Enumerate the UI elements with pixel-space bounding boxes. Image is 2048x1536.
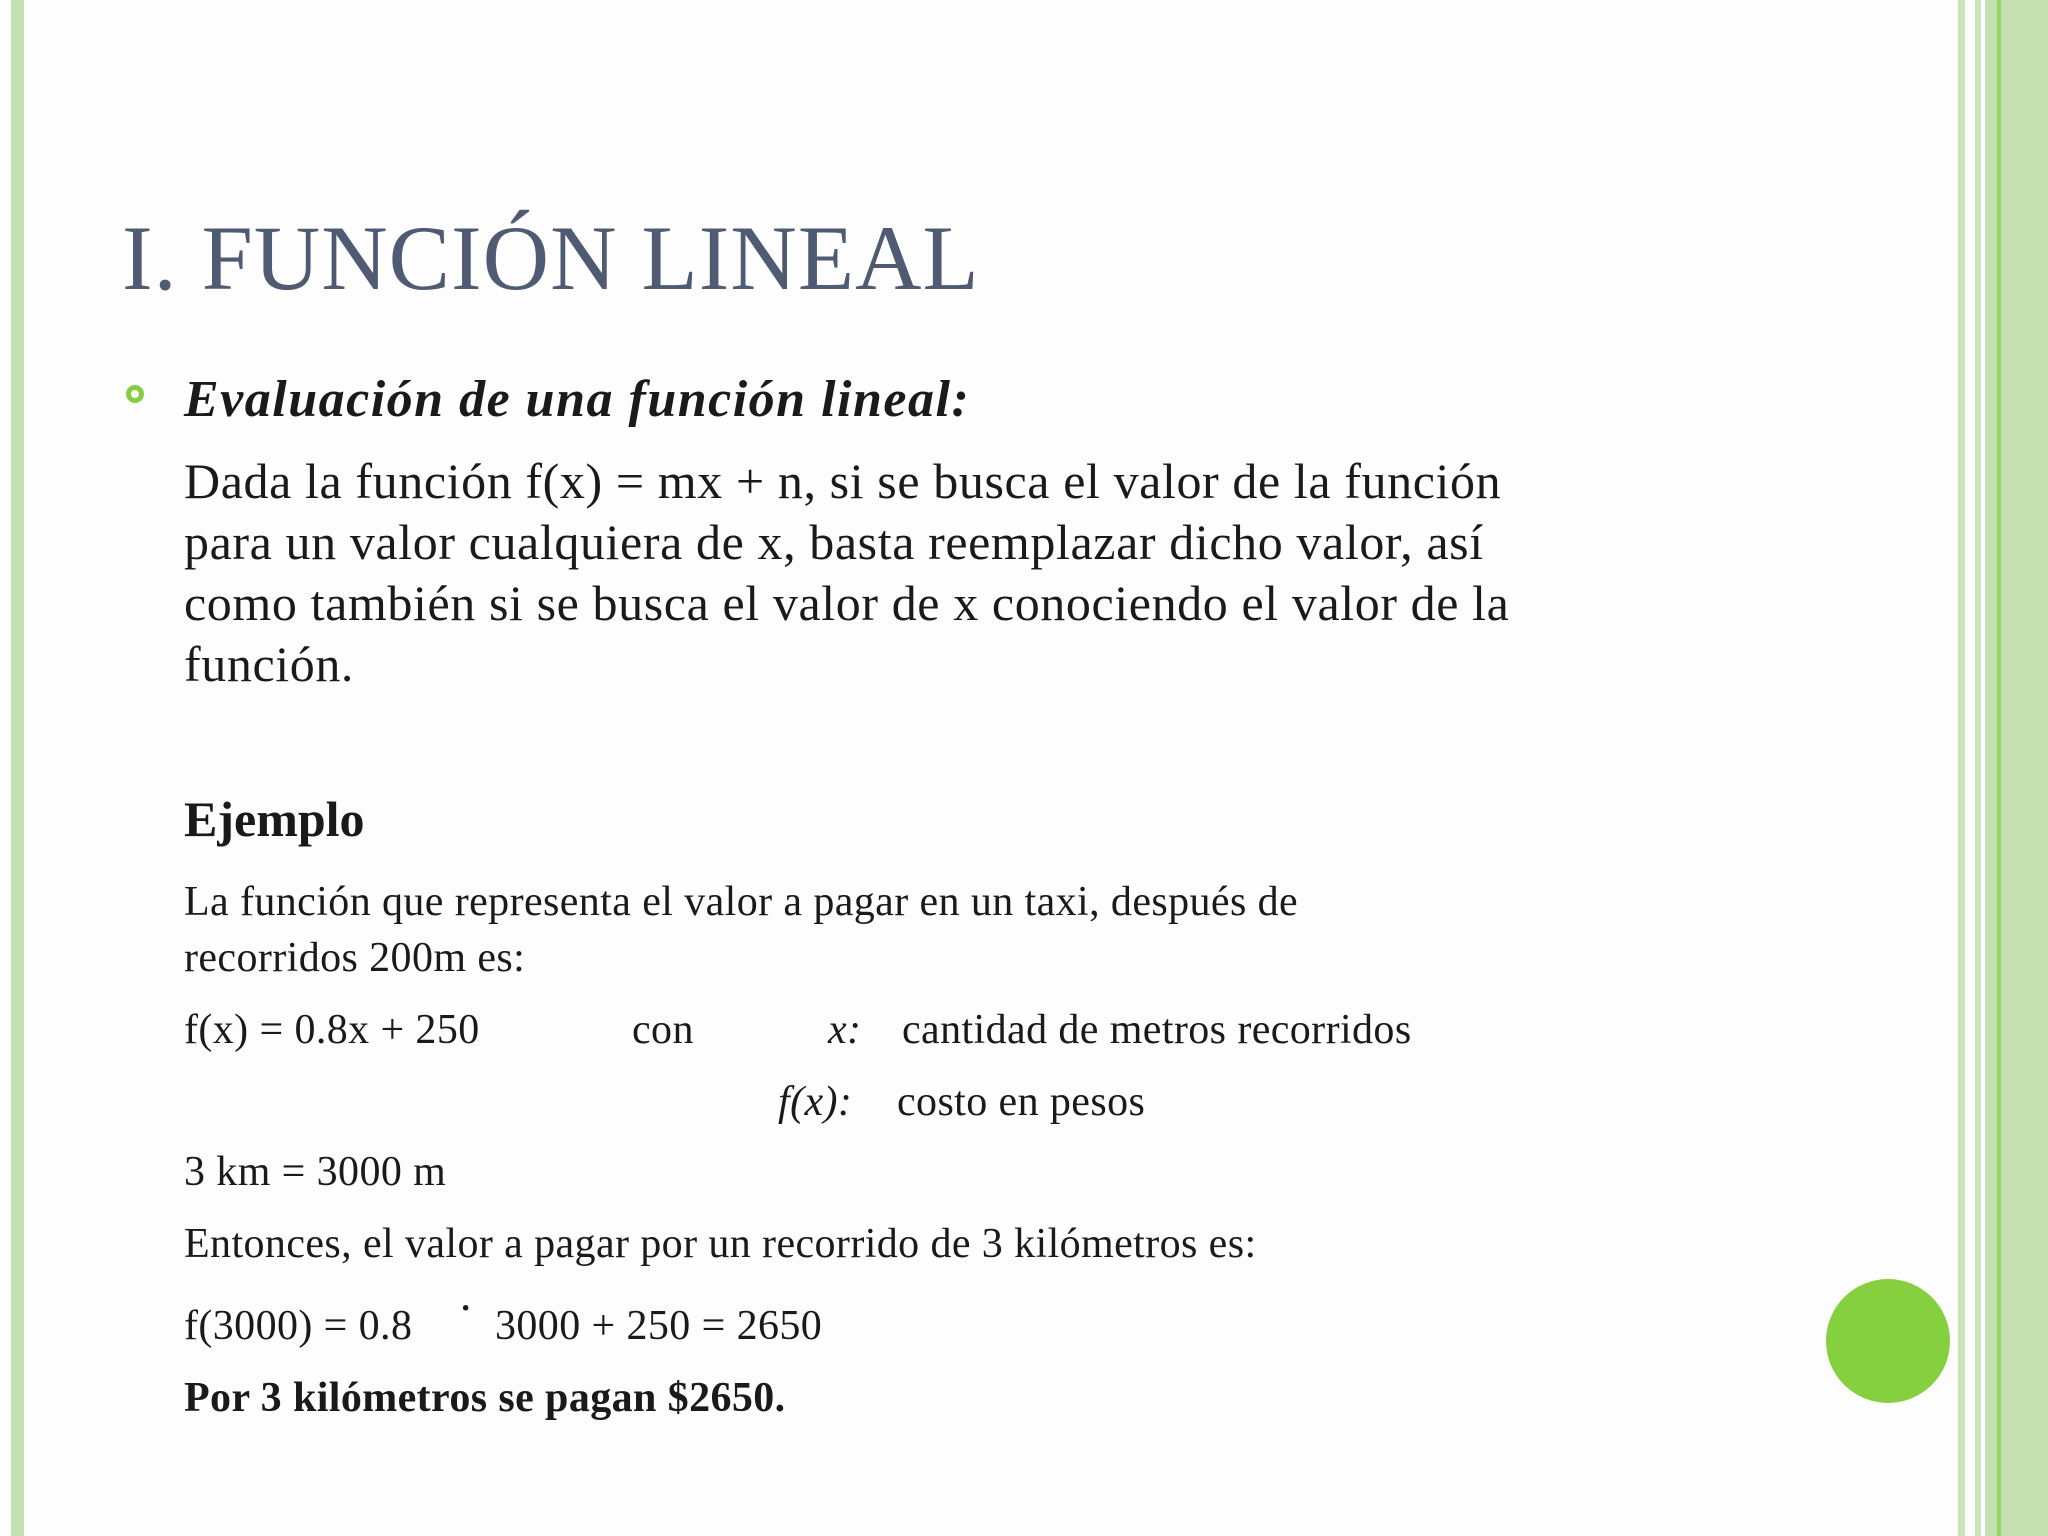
calculation-right: 3000 + 250 = 2650 xyxy=(495,1303,823,1349)
green-circle-decoration xyxy=(1826,1279,1950,1403)
right-decorative-band xyxy=(1985,0,2048,1536)
var-x-description: cantidad de metros recorridos xyxy=(902,1007,1412,1053)
slide-title: I. FUNCIÓN LINEAL xyxy=(122,207,980,309)
bullet-ring-icon xyxy=(126,385,144,403)
paragraph-line-4: función. xyxy=(184,636,355,692)
conclusion: Por 3 kilómetros se pagan $2650. xyxy=(184,1375,786,1421)
paragraph-line-2: para un valor cualquiera de x, basta reemplazar dicho valor, así xyxy=(184,514,1484,570)
multiplication-dot: · xyxy=(460,1290,472,1327)
var-f-label: f(x): xyxy=(778,1079,853,1125)
right-decorative-stripe xyxy=(1975,0,1981,1536)
right-decorative-accent-line xyxy=(1997,0,2001,1536)
then-statement: Entonces, el valor a pagar por un recorrido de 3 kilómetros es: xyxy=(184,1221,1257,1267)
var-x-label: x: xyxy=(828,1007,862,1053)
paragraph-line-1: Dada la función f(x) = mx + n, si se busca el valor de la función xyxy=(184,453,1502,509)
subheading: Evaluación de una función lineal: xyxy=(184,371,971,428)
left-decorative-bar xyxy=(11,0,24,1536)
var-f-description: costo en pesos xyxy=(897,1079,1146,1125)
con-label: con xyxy=(632,1007,694,1053)
right-decorative-stripe xyxy=(1958,0,1965,1536)
calculation-left: f(3000) = 0.8 xyxy=(184,1303,413,1349)
example-intro-line-2: recorridos 200m es: xyxy=(184,935,526,981)
example-heading: Ejemplo xyxy=(184,791,365,847)
example-formula: f(x) = 0.8x + 250 xyxy=(184,1007,480,1053)
paragraph-line-3: como también si se busca el valor de x conociendo el valor de la xyxy=(184,575,1510,631)
example-intro-line-1: La función que representa el valor a pagar en un taxi, después de xyxy=(184,879,1299,925)
unit-conversion: 3 km = 3000 m xyxy=(184,1149,447,1195)
